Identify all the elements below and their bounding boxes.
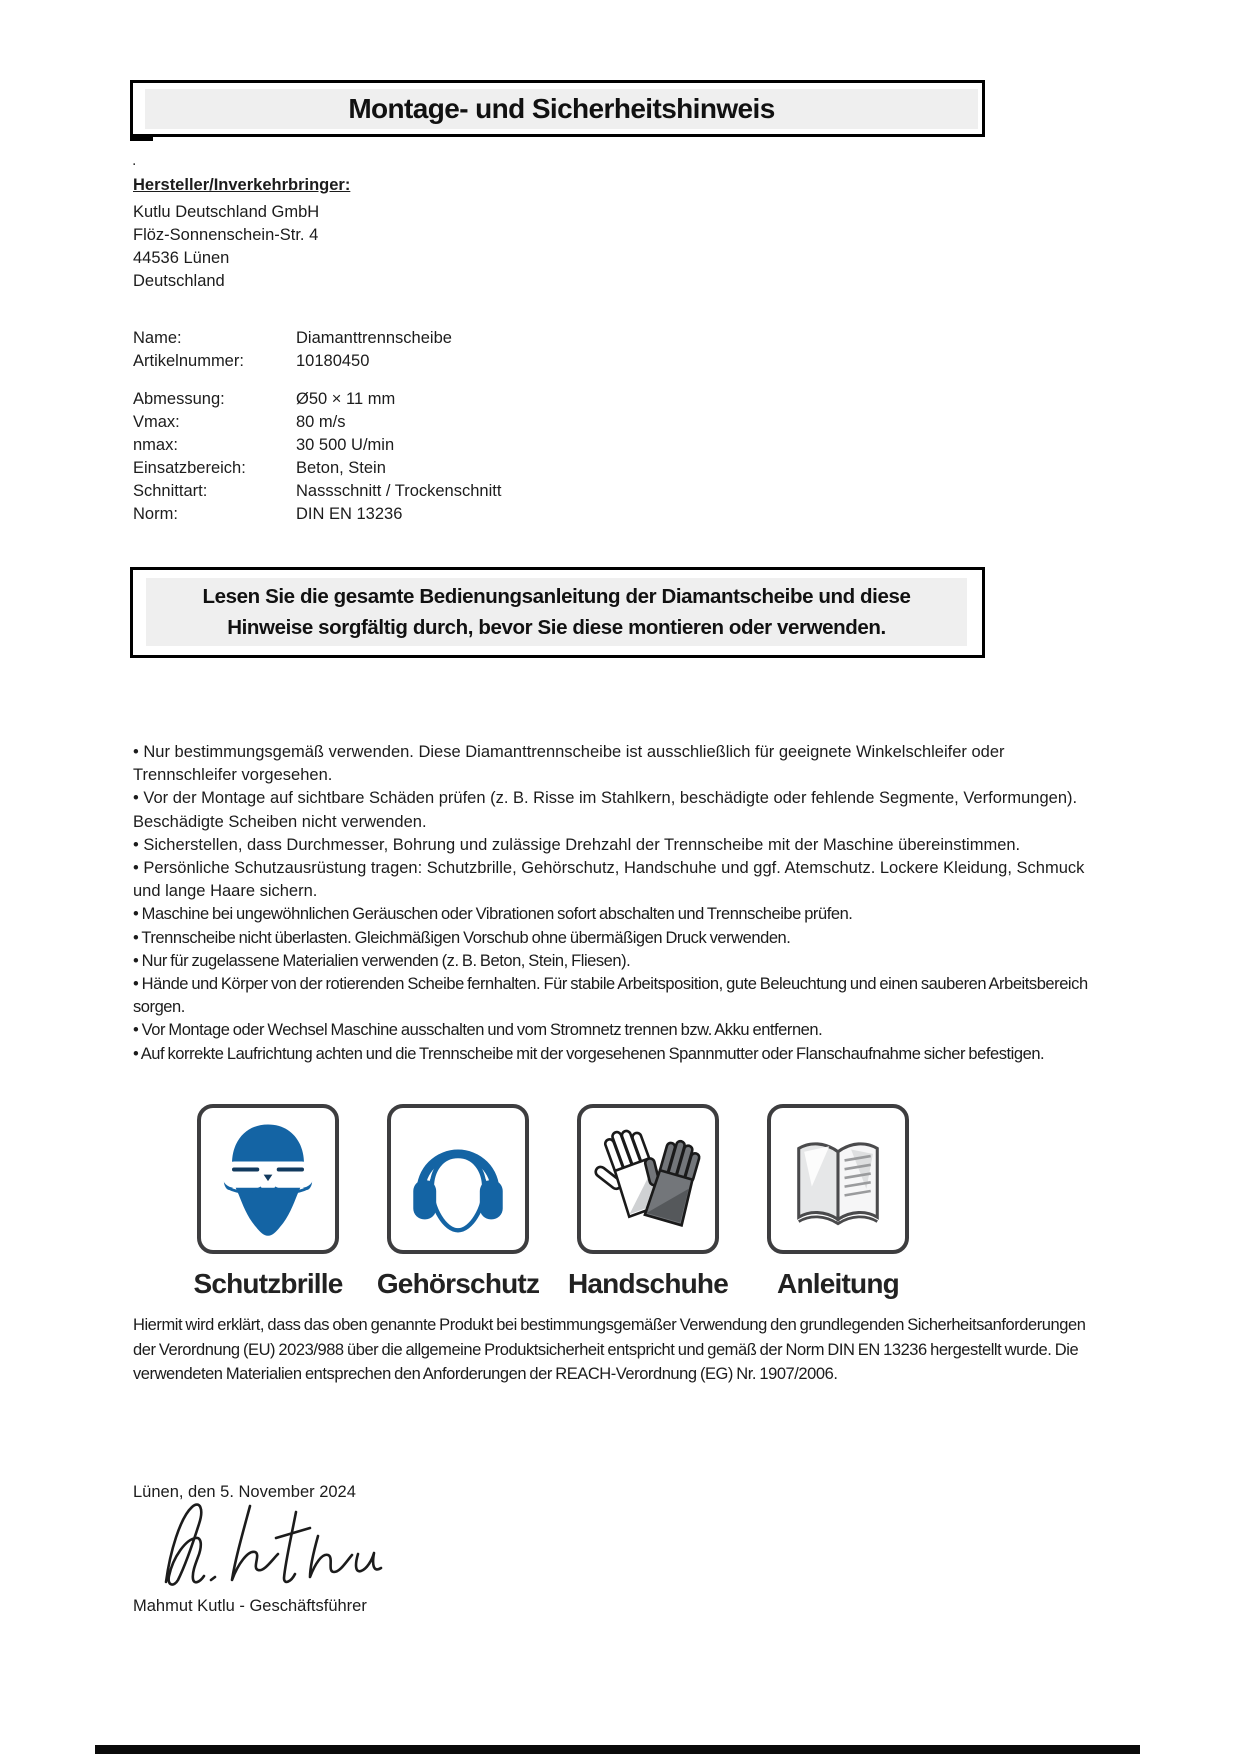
page-title: Montage- und Sicherheitshinweis [348, 93, 775, 124]
warning-box [130, 567, 985, 658]
stray-dot: . [132, 152, 137, 169]
spec-row [133, 411, 501, 434]
safety-bullet: • Nur bestimmungsgemäß verwenden. Diese Diamanttrennscheibe ist ausschließlich für geeignete Winkelschleifer oder Trennschleifer vorgesehen. [133, 743, 1005, 785]
safety-bullet: • Maschine bei ungewöhnlichen Geräuschen oder Vibrationen sofort abschalten und Trennscheibe prüfen. [133, 905, 853, 924]
manufacturer-heading: Hersteller/Inverkehrbringer: [133, 176, 351, 194]
safety-instructions-list [133, 741, 1109, 1066]
product-id-table [133, 327, 452, 373]
spec-row [133, 327, 452, 350]
spec-label: nmax: [133, 436, 178, 454]
spec-value: Beton, Stein [296, 459, 386, 477]
safety-bullet: • Vor Montage oder Wechsel Maschine ausschalten und vom Stromnetz trennen bzw. Akku entfernen. [133, 1021, 823, 1040]
pictogram-ear-protection [376, 1104, 540, 1300]
pictogram-label: Schutzbrille [193, 1268, 343, 1299]
spec-row [133, 457, 501, 480]
ear-protection-icon [387, 1104, 529, 1254]
pictogram-label: Gehörschutz [376, 1268, 540, 1299]
spec-label: Vmax: [133, 413, 180, 431]
title-box-corner-mark [130, 136, 153, 141]
spec-value: 30 500 U/min [296, 436, 395, 454]
spec-label: Name: [133, 329, 182, 347]
safety-glasses-icon [197, 1104, 339, 1254]
warning-banner [146, 578, 967, 646]
footer-bar [95, 1745, 1140, 1754]
safety-pictograms-row [193, 1104, 909, 1300]
safety-bullet: • Sicherstellen, dass Durchmesser, Bohrung und zulässige Drehzahl der Trennscheibe mit der Maschine übereinstimmen. [133, 835, 1021, 854]
spec-value: DIN EN 13236 [296, 505, 403, 523]
safety-bullet: • Nur für zugelassene Materialien verwenden (z. B. Beton, Stein, Fliesen). [133, 951, 631, 970]
spec-label: Einsatzbereich: [133, 459, 246, 477]
title-banner [145, 89, 978, 129]
safety-bullet: • Auf korrekte Laufrichtung achten und die Trennscheibe mit der vorgesehenen Spannmutter oder Flanschaufnahme sicher befestigen. [133, 1044, 1045, 1063]
manufacturer-line: 44536 Lünen [133, 249, 230, 267]
spec-label: Norm: [133, 505, 178, 523]
spec-row [133, 388, 501, 411]
spec-value: 80 m/s [296, 413, 346, 431]
spec-label: Abmessung: [133, 390, 225, 408]
spec-value: 10180450 [296, 352, 370, 370]
spec-row [133, 350, 452, 373]
conformity-declaration: Hiermit wird erklärt, dass das oben genannte Produkt bei bestimmungsgemäßer Verwendung den grundlegenden Sicherheitsanforderungen der Verordnung (EU) 2023/988 über die allgemeine Produktsicherheit entspricht und gemäß der Norm DIN EN 13236 hergestellt wurde. Die verwendeten Materialien entsprechen den Anforderungen der REACH-Verordnung (EG) Nr. 1907/2006. [133, 1316, 1086, 1383]
manufacturer-line: Deutschland [133, 272, 225, 290]
signature-image [148, 1494, 448, 1594]
spec-row [133, 434, 501, 457]
spec-row [133, 480, 501, 503]
spec-row [133, 503, 501, 526]
spec-label: Schnittart: [133, 482, 208, 500]
pictogram-label: Anleitung [777, 1268, 899, 1299]
title-box [130, 80, 985, 137]
manufacturer-block [133, 174, 350, 293]
spec-label: Artikelnummer: [133, 352, 244, 370]
spec-value: Nassschnitt / Trockenschnitt [296, 482, 502, 500]
safety-bullet: • Hände und Körper von der rotierenden Scheibe fernhalten. Für stabile Arbeitsposition, gute Beleuchtung und einen sauberen Arbeitsbereich sorgen. [133, 975, 1088, 1017]
warning-text: Lesen Sie die gesamte Bedienungsanleitung der Diamantscheibe und diese Hinweise sorgfältig durch, bevor Sie diese montieren oder verwenden. [202, 585, 911, 639]
pictogram-label: Handschuhe [567, 1268, 729, 1299]
spec-value: Diamanttrennscheibe [296, 329, 452, 347]
manual-icon [767, 1104, 909, 1254]
safety-bullet: • Persönliche Schutzausrüstung tragen: Schutzbrille, Gehörschutz, Handschuhe und ggf. Atemschutz. Lockere Kleidung, Schmuck und lange Haare sichern. [133, 859, 1085, 901]
spec-value: Ø50 × 11 mm [296, 390, 396, 408]
place-date-line: Lünen, den 5. November 2024 [133, 1483, 356, 1501]
safety-bullet: • Trennscheibe nicht überlasten. Gleichmäßigen Vorschub ohne übermäßigen Druck verwenden. [133, 928, 791, 947]
pictogram-gloves [567, 1104, 729, 1300]
pictogram-safety-glasses [193, 1104, 343, 1300]
product-spec-table [133, 388, 501, 526]
pictogram-manual [767, 1104, 909, 1300]
manufacturer-line: Kutlu Deutschland GmbH [133, 203, 320, 221]
signatory-name-line: Mahmut Kutlu - Geschäftsführer [133, 1597, 367, 1615]
gloves-icon [577, 1104, 719, 1254]
safety-bullet: • Vor der Montage auf sichtbare Schäden prüfen (z. B. Risse im Stahlkern, beschädigte oder fehlende Segmente, Verformungen). Beschädigte Scheiben nicht verwenden. [133, 789, 1078, 831]
manufacturer-line: Flöz-Sonnenschein-Str. 4 [133, 226, 319, 244]
